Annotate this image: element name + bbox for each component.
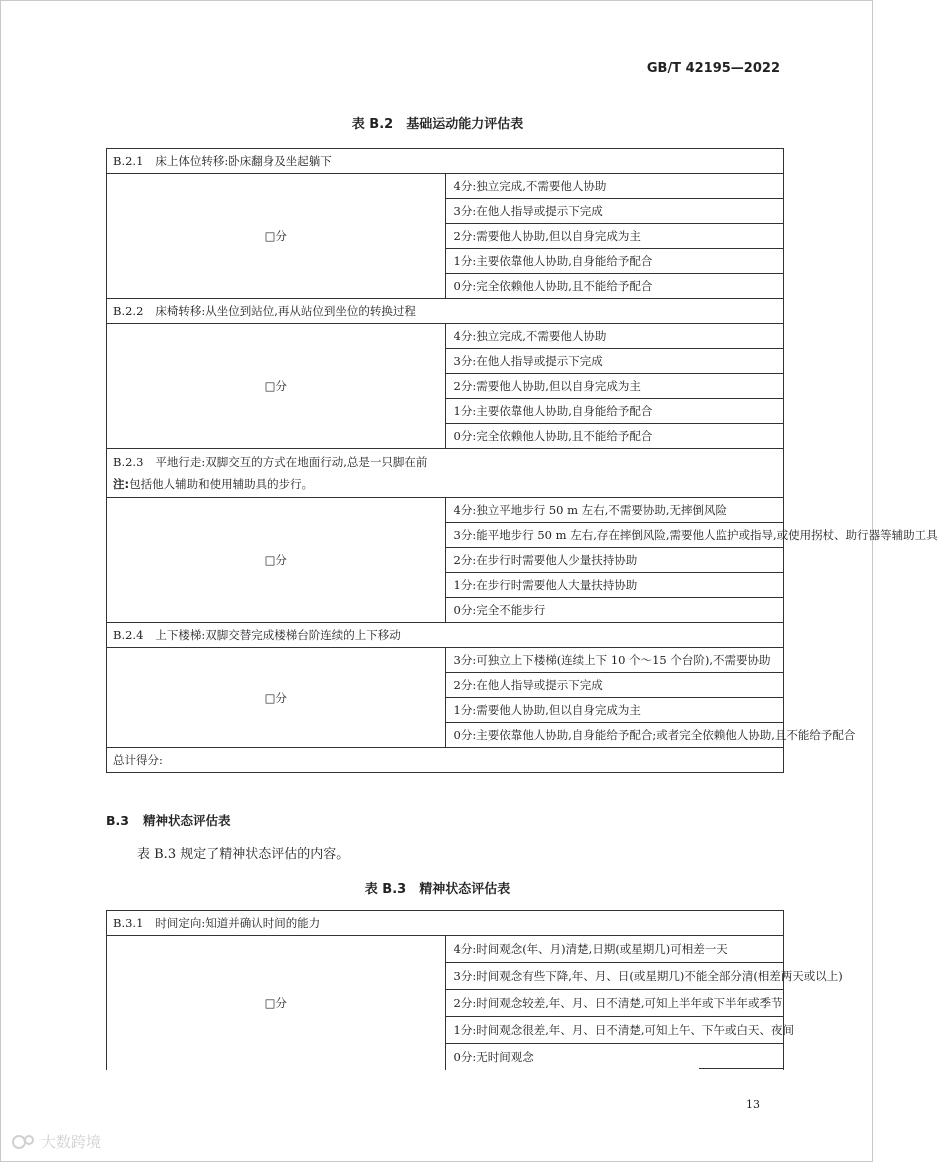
table-b2-title: 表 B.2 基础运动能力评估表	[351, 117, 524, 132]
table-row	[107, 623, 784, 648]
option-cell: 0分:完全不能步行	[445, 598, 784, 623]
option-cell: 3分:能平地步行 50 m 左右,存在摔倒风险,需要他人监护或指导,或使用拐杖、助行器等辅助工具	[445, 523, 784, 548]
group-heading: B.3.1 时间定向:知道并确认时间的能力	[107, 911, 784, 936]
score-box[interactable]: □分	[107, 936, 446, 1071]
table-row	[107, 498, 784, 523]
table-row	[107, 149, 784, 174]
section-heading: B.3 精神状态评估表	[106, 813, 231, 828]
standard-code: GB/T 42195—2022	[646, 61, 780, 76]
score-box[interactable]: □分	[107, 648, 446, 748]
note-text: 包括他人辅助和使用辅助具的步行。	[129, 477, 314, 491]
table-row	[107, 174, 784, 199]
option-cell: 4分:时间观念(年、月)清楚,日期(或星期几)可相差一天	[445, 936, 784, 963]
option-cell: 2分:在步行时需要他人少量扶持协助	[445, 548, 784, 573]
option-cell: 0分:无时间观念	[445, 1044, 784, 1071]
option-cell: 1分:在步行时需要他人大量扶持协助	[445, 573, 784, 598]
option-cell: 4分:独立完成,不需要他人协助	[445, 174, 784, 199]
score-box[interactable]: □分	[107, 174, 446, 299]
option-cell: 3分:在他人指导或提示下完成	[445, 199, 784, 224]
watermark	[11, 1131, 101, 1152]
table-row	[107, 648, 784, 673]
table-row	[107, 299, 784, 324]
table-row	[107, 748, 784, 773]
group-heading: B.2.2 床椅转移:从坐位到站位,再从站位到坐位的转换过程	[107, 299, 784, 324]
option-cell: 2分:时间观念较差,年、月、日不清楚,可知上半年或下半年或季节	[445, 990, 784, 1017]
table-row	[107, 324, 784, 349]
table-row	[107, 936, 784, 963]
option-cell: 0分:完全依赖他人协助,且不能给予配合	[445, 274, 784, 299]
option-cell: 2分:需要他人协助,但以自身完成为主	[445, 374, 784, 399]
body-paragraph: 表 B.3 规定了精神状态评估的内容。	[137, 847, 350, 862]
watermark-text: 大数跨境	[41, 1133, 102, 1151]
option-cell: 0分:完全依赖他人协助,且不能给予配合	[445, 424, 784, 449]
option-cell: 1分:主要依靠他人协助,自身能给予配合	[445, 249, 784, 274]
option-cell: 1分:需要他人协助,但以自身完成为主	[445, 698, 784, 723]
table-b3-title: 表 B.3 精神状态评估表	[364, 882, 511, 897]
option-cell: 2分:需要他人协助,但以自身完成为主	[445, 224, 784, 249]
table-continuation-line	[699, 1068, 784, 1069]
page-number: 13	[746, 1098, 760, 1111]
table-b2	[106, 148, 938, 773]
option-cell: 2分:在他人指导或提示下完成	[445, 673, 784, 698]
option-cell: 4分:独立平地步行 50 m 左右,不需要协助,无摔倒风险	[445, 498, 784, 523]
table-b3	[106, 910, 843, 1070]
option-cell: 3分:可独立上下楼梯(连续上下 10 个～15 个台阶),不需要协助	[445, 648, 784, 673]
option-cell: 3分:在他人指导或提示下完成	[445, 349, 784, 374]
option-cell: 1分:主要依靠他人协助,自身能给予配合	[445, 399, 784, 424]
group-heading: B.2.1 床上体位转移:卧床翻身及坐起躺下	[107, 149, 784, 174]
ke-logo-icon	[11, 1132, 37, 1152]
option-cell: 1分:时间观念很差,年、月、日不清楚,可知上午、下午或白天、夜间	[445, 1017, 784, 1044]
group-heading: B.2.4 上下楼梯:双脚交替完成楼梯台阶连续的上下移动	[107, 623, 784, 648]
score-box[interactable]: □分	[107, 324, 446, 449]
table-row	[107, 449, 784, 498]
option-cell: 4分:独立完成,不需要他人协助	[445, 324, 784, 349]
option-cell: 0分:主要依靠他人协助,自身能给予配合;或者完全依赖他人协助,且不能给予配合	[445, 723, 784, 748]
total-score-cell[interactable]: 总计得分:	[107, 748, 784, 773]
group-heading: B.2.3 平地行走:双脚交互的方式在地面行动,总是一只脚在前 注:包括他人辅助和使用辅助具的步行。	[107, 449, 784, 498]
note-label: 注:	[113, 477, 130, 491]
table-row	[107, 911, 784, 936]
option-cell: 3分:时间观念有些下降,年、月、日(或星期几)不能全部分清(相差两天或以上)	[445, 963, 784, 990]
score-box[interactable]: □分	[107, 498, 446, 623]
